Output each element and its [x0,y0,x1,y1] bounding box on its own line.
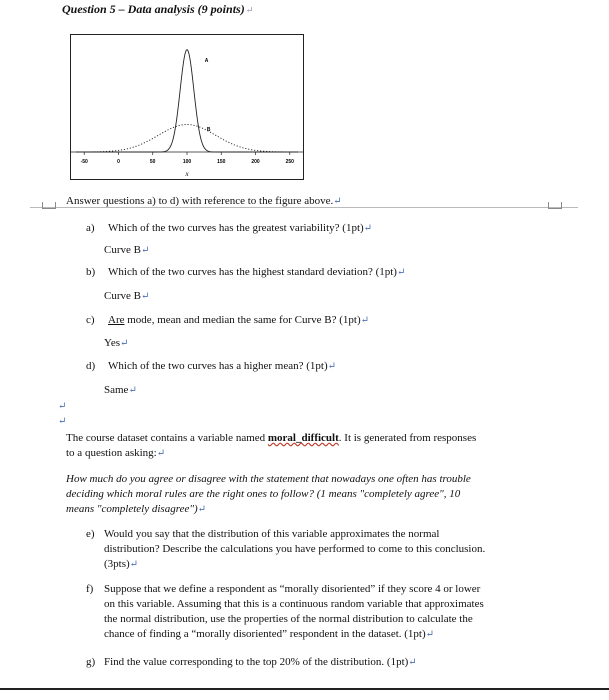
x-tick-label: 50 [149,159,156,165]
question-e-body [104,527,485,572]
question-f-body [104,582,484,642]
dataset-text-before: The course dataset contains a variable named [66,432,268,444]
x-axis-label: x [185,170,189,178]
question-d [86,360,336,372]
answer-b [104,290,149,302]
normal-curves-chart [70,34,304,180]
question-e-line: distribution? Describe the calculations you have performed to come to this conclusion. [104,543,486,555]
dataset-paragraph [66,431,476,461]
quote-line [66,502,471,517]
x-tick-label: -50 [80,159,88,165]
answer-d [104,384,137,396]
page-bottom-border [0,688,609,690]
series-label-b: B [206,127,211,133]
right-margin-bracket [548,202,562,209]
return-mark: ↵ [128,385,137,396]
question-e-line-text: (3pts) [104,558,130,570]
answer-a-text: Curve B [104,244,141,256]
question-b [86,266,405,278]
question-f-line: the normal distribution, use the properties of the normal distribution to calculate the [104,613,473,625]
question-f-line: Suppose that we define a respondent as “morally disoriented” if they score 4 or lower [104,583,481,595]
question-d-text: Which of the two curves has a higher mean? (1pt) [108,360,328,372]
x-tick-label: 200 [251,159,260,165]
x-tick-label: 0 [117,159,120,165]
answer-c [104,337,128,349]
intro-text [66,195,342,207]
return-mark: ↵ [363,223,373,234]
return-mark: ↵ [396,267,406,278]
return-mark: ↵ [197,504,207,515]
chart-frame [71,35,304,180]
left-margin-bracket [42,202,56,209]
question-title-text: Question 5 – Data analysis (9 points) [62,2,245,16]
series-label-a: A [204,57,209,64]
question-f [86,582,484,642]
question-e [86,527,485,572]
question-c-underlined-word: Are [108,314,125,326]
return-mark: ↵ [425,629,435,640]
question-g-label: g) [86,656,96,668]
question-a-label: a) [86,222,95,234]
empty-paragraph-mark: ↵ [58,416,67,427]
variable-name: moral_difficult [267,432,339,444]
return-mark: ↵ [360,315,370,326]
question-d-label: d) [86,360,96,372]
question-e-label: e) [86,528,95,540]
section-rule [30,207,578,208]
answer-a [104,244,149,256]
return-mark: ↵ [327,361,337,372]
return-mark: ↵ [129,559,139,570]
return-mark: ↵ [333,196,342,207]
question-a [86,222,372,234]
question-a-text: Which of the two curves has the greatest variability? (1pt) [108,222,364,234]
answer-d-text: Same [104,384,129,396]
return-mark: ↵ [140,291,150,302]
question-b-label: b) [86,266,96,278]
quote-line: deciding which moral rules are the right ones to follow? (1 means "completely agree", 10 [66,488,461,500]
return-mark: ↵ [140,245,150,256]
answer-c-text: Yes [104,337,121,349]
question-c-label: c) [86,314,95,326]
question-f-line: on this variable. Assuming that this is a continuous random variable that approximates [104,598,484,610]
dataset-line-2 [66,446,476,461]
question-title [62,2,253,17]
dataset-line-1 [66,431,476,446]
dataset-text-after: . It is generated from responses [338,432,477,444]
question-e-line: Would you say that the distribution of this variable approximates the normal [104,528,440,540]
question-b-text: Which of the two curves has the highest standard deviation? (1pt) [108,266,397,278]
return-mark: ↵ [156,448,166,459]
question-f-line [104,627,484,642]
question-c-text: mode, mean and median the same for Curve B? (1pt) [124,314,361,326]
question-f-line-text: chance of finding a “morally disoriented” respondent in the dataset. (1pt) [104,628,426,640]
answer-b-text: Curve B [104,290,141,302]
intro-label: Answer questions a) to d) with reference to the figure above. [66,195,334,207]
question-g-text: Find the value corresponding to the top 20% of the distribution. (1pt) [104,656,409,668]
x-tick-label: 150 [217,159,226,165]
empty-paragraph-mark: ↵ [58,401,67,412]
question-g [86,656,417,668]
dataset-text-line2: to a question asking: [66,447,157,459]
paragraph-mark: ↵ [245,5,254,15]
quote-line: How much do you agree or disagree with the statement that nowadays one often has trouble [66,473,471,485]
x-tick-label: 100 [182,159,192,165]
survey-question-quote [66,472,471,517]
x-tick-label: 250 [285,159,294,165]
question-f-label: f) [86,583,94,595]
question-c [86,314,369,326]
question-e-line [104,557,485,572]
return-mark: ↵ [120,338,129,349]
return-mark: ↵ [408,657,417,668]
quote-line-text: means "completely disagree") [66,503,198,515]
